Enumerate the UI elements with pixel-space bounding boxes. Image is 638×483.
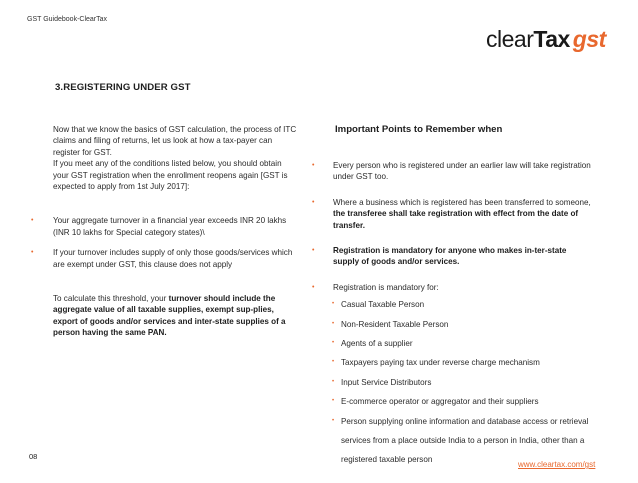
important-points-list [333, 160, 591, 469]
important-points-title: Important Points to Remember when [335, 124, 503, 135]
right-column [333, 160, 591, 483]
cleartax-gst-link[interactable]: www.cleartax.com/gst [518, 460, 596, 469]
list-item [333, 282, 591, 469]
logo-gst-text: gst [572, 26, 606, 52]
list-item: • Person supplying online information and database access or retrieval services from a place outside India to a person in India, other than a registered taxable person [341, 412, 591, 469]
section-title: 3.REGISTERING UNDER GST [55, 82, 191, 93]
intro-paragraph-1: Now that we know the basics of GST calculation, the process of ITC claims and filing of returns, let us look at how a tax-payer can register for GST. [53, 125, 297, 157]
mandatory-registration-list [341, 299, 591, 468]
logo-clear-text: clear [486, 26, 534, 52]
document-header-title: GST Guidebook-ClearTax [27, 16, 108, 23]
list-item: • Your aggregate turnover in a financial year exceeds INR 20 lakhs (INR 10 lakhs for Special category states)\ [53, 215, 298, 238]
threshold-text: To calculate this threshold, your [53, 294, 169, 304]
list-item: • Taxpayers paying tax under reverse charge mechanism [341, 357, 591, 368]
list-item [333, 245, 591, 268]
page-number: 08 [29, 452, 38, 461]
threshold-bold-text: turnover should include the aggregate value of all taxable supplies, exempt sup-plies, export of goods and/or services and inter-state supplies of a person having the same PAN. [53, 294, 286, 338]
logo-tax-text: Tax [533, 26, 570, 52]
list-item: • Non-Resident Taxable Person [341, 319, 591, 330]
registration-conditions-list [53, 215, 298, 270]
list-item [333, 197, 591, 231]
list-item: • Casual Taxable Person [341, 299, 591, 310]
list-item: • If your turnover includes supply of only those goods/services which are exempt under GST, this clause does not apply [53, 247, 298, 270]
intro-paragraph-2: If you meet any of the conditions listed below, you should obtain your GST registration when the enrollment reopens again [GST is expected to apply from 1st July 2017]: [53, 159, 288, 192]
point-text: Registration is mandatory for: [333, 282, 439, 292]
list-item [333, 160, 591, 183]
point-text: Every person who is registered under an earlier law will take registration under GST too. [333, 161, 591, 182]
list-item: • E-commerce operator or aggregator and their suppliers [341, 396, 591, 407]
list-item: • Input Service Distributors [341, 377, 591, 388]
point-bold-text: the transferee shall take registration with effect from the date of transfer. [333, 209, 579, 230]
point-bold-text: Registration is mandatory for anyone who makes in-ter-state supply of goods and/or services. [333, 246, 567, 267]
threshold-paragraph [53, 293, 298, 339]
left-column [53, 124, 298, 339]
cleartax-logo [486, 27, 606, 51]
point-text: Where a business which is registered has been transferred to someone, [333, 197, 591, 207]
list-item: • Agents of a supplier [341, 338, 591, 349]
